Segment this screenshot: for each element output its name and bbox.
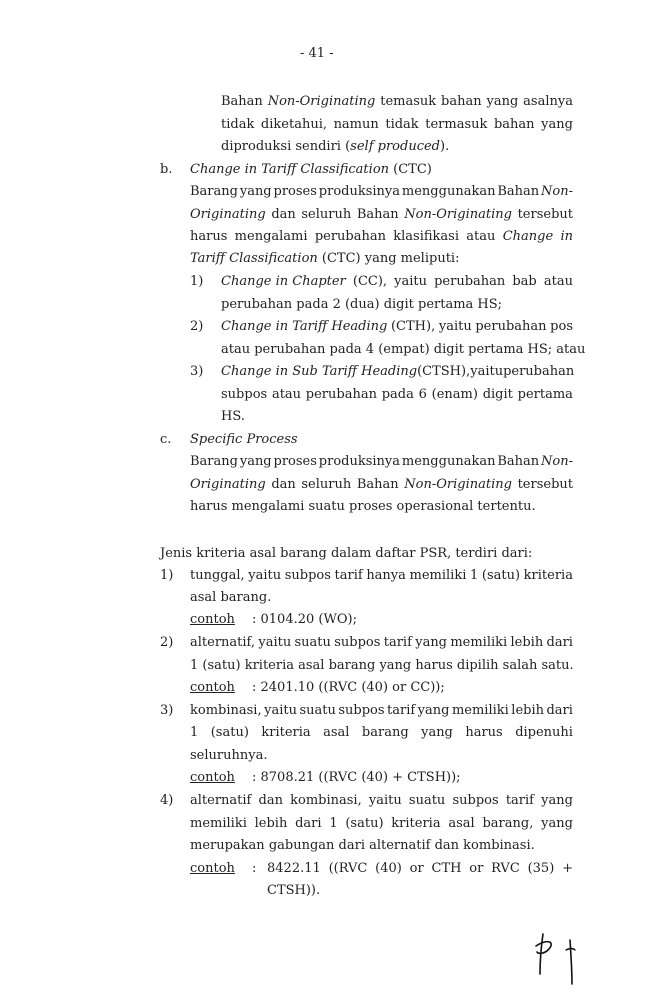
word: CTH xyxy=(431,861,462,876)
word: temasuk xyxy=(380,94,437,109)
list-number: 1) xyxy=(190,274,204,289)
word: subpos xyxy=(338,703,385,718)
word: tidak xyxy=(221,117,255,132)
word: diketahui, xyxy=(260,117,327,132)
word: yaitu xyxy=(470,364,504,379)
word: yaitu xyxy=(258,635,292,650)
word: mengalami xyxy=(234,229,308,244)
word: tarif xyxy=(387,703,416,718)
text: (CTC) yang meliputi: xyxy=(317,251,460,266)
word: memiliki xyxy=(190,816,247,831)
word: harus xyxy=(190,229,228,244)
list-number: 3) xyxy=(160,703,174,718)
section-c-paragraph-line-1 xyxy=(190,454,573,470)
word: perubahan xyxy=(314,229,386,244)
word: yang xyxy=(421,725,453,740)
word: seluruh xyxy=(301,207,352,222)
word: asalnya xyxy=(523,94,573,109)
initial-stroke-2 xyxy=(536,942,551,954)
word: memiliki xyxy=(451,703,509,718)
word: 6 xyxy=(418,387,427,402)
section-c-title xyxy=(190,432,298,448)
word: perubahan xyxy=(434,274,506,289)
word: termasuk xyxy=(425,117,488,132)
word: memiliki xyxy=(409,568,467,583)
word: produksinya xyxy=(318,184,401,199)
example-value: : 0104.20 (WO); xyxy=(252,612,357,627)
word: klasifikasi xyxy=(393,229,460,244)
word: alternatif xyxy=(190,793,252,808)
list-item-line xyxy=(190,725,573,741)
word: pertama xyxy=(517,387,573,402)
word: Bahan xyxy=(221,94,263,109)
example-label xyxy=(190,680,235,696)
word: lebih xyxy=(510,635,544,650)
word: 1 xyxy=(469,568,479,583)
word: seluruh xyxy=(301,477,352,492)
word: hanya xyxy=(366,568,406,583)
word: atau xyxy=(466,229,496,244)
word: dari xyxy=(546,703,573,718)
word: subpos xyxy=(221,387,268,402)
section-c-paragraph-line-3: harus mengalami suatu proses operasional tertentu. xyxy=(190,499,536,514)
section-b-title xyxy=(190,162,432,178)
underlined-label: contoh xyxy=(190,770,235,785)
underlined-label: contoh xyxy=(190,612,235,627)
example-value-continued: CTSH)). xyxy=(267,883,321,898)
word: tidak xyxy=(385,117,419,132)
word: (satu) xyxy=(481,568,521,583)
word: bahan xyxy=(493,117,535,132)
list-item-line xyxy=(190,816,573,832)
word: bahan xyxy=(441,94,482,109)
term-italic: Tariff Classification xyxy=(190,251,318,266)
word: subpos xyxy=(284,568,331,583)
word: (40) xyxy=(375,861,402,876)
word: namun xyxy=(333,117,379,132)
text: (CTC) xyxy=(389,162,432,177)
term-italic: Originating xyxy=(190,207,266,222)
word: bab xyxy=(512,274,537,289)
word: yaitu xyxy=(438,319,472,334)
word: suatu xyxy=(294,635,331,650)
word: 1 xyxy=(190,725,199,740)
word: yang xyxy=(239,454,272,469)
list-item-line xyxy=(221,387,573,403)
word: kriteria xyxy=(261,725,311,740)
word: tarif xyxy=(334,568,363,583)
word: yang xyxy=(239,184,272,199)
term-italic: Change xyxy=(502,229,554,244)
word: (CTSH), xyxy=(417,364,471,379)
text: ). xyxy=(440,139,450,154)
word: ((RVC xyxy=(328,861,368,876)
example-separator: : xyxy=(252,861,257,876)
list-item-line xyxy=(221,319,573,335)
word: atau xyxy=(271,387,302,402)
section-b-marker: b. xyxy=(160,162,173,177)
word: barang xyxy=(361,725,409,740)
word: perubahan xyxy=(503,364,575,379)
word: (CC), xyxy=(352,274,388,289)
word: harus xyxy=(465,725,503,740)
list-item-line xyxy=(190,568,573,584)
word: pada xyxy=(381,387,414,402)
word: proses xyxy=(273,454,317,469)
section-b-paragraph-line-1 xyxy=(190,184,573,200)
underlined-label: contoh xyxy=(190,680,235,695)
term-italic: Non- xyxy=(541,454,573,469)
word: yang xyxy=(541,793,573,808)
handwritten-initials xyxy=(528,928,588,988)
word: Bahan xyxy=(356,207,399,222)
word: yaitu xyxy=(368,793,402,808)
word: menggunakan xyxy=(401,454,496,469)
word: asal xyxy=(448,816,475,831)
word: tarif xyxy=(383,635,412,650)
word: asal xyxy=(323,725,350,740)
list-item-line xyxy=(221,274,573,290)
word: atau xyxy=(543,274,573,289)
word: (satu) xyxy=(345,816,384,831)
word: yaitu xyxy=(264,703,297,718)
section-b-paragraph-line-2 xyxy=(190,207,573,223)
word: yang xyxy=(541,117,573,132)
list-item-line xyxy=(190,635,573,651)
list-number: 2) xyxy=(190,319,204,334)
word: or xyxy=(469,861,484,876)
text: diproduksi sendiri ( xyxy=(221,139,351,154)
word: barang, xyxy=(482,816,534,831)
criteria-heading: Jenis kriteria asal barang dalam daftar PSR, terdiri dari: xyxy=(160,546,533,561)
word: yang xyxy=(415,635,448,650)
list-item-line: 1 (satu) kriteria asal barang yang harus dipilih salah satu. xyxy=(190,658,574,673)
word: tunggal, xyxy=(190,568,245,583)
title-italic: Specific Process xyxy=(190,432,298,447)
list-number: 1) xyxy=(160,568,174,583)
list-item-line xyxy=(190,703,573,719)
word: Bahan xyxy=(497,184,540,199)
word: yaitu xyxy=(394,274,427,289)
list-item-line: merupakan gabungan dari alternatif dan kombinasi. xyxy=(190,838,535,853)
word: tersebut xyxy=(517,477,573,492)
word: produksinya xyxy=(318,454,401,469)
section-b-paragraph-line-4 xyxy=(190,251,459,267)
word: kombinasi, xyxy=(290,793,362,808)
list-item-line: seluruhnya. xyxy=(190,748,268,763)
word: dan xyxy=(258,793,283,808)
word: lebih xyxy=(254,816,288,831)
term-italic: Non-Originating xyxy=(404,477,512,492)
word: proses xyxy=(273,184,317,199)
example-label xyxy=(190,612,235,628)
example-label xyxy=(190,770,235,786)
section-c-marker: c. xyxy=(160,432,172,447)
example-label xyxy=(190,861,235,877)
intro-line-3 xyxy=(221,139,449,155)
list-item-line: atau perubahan pada 4 (empat) digit pertama HS; atau xyxy=(221,342,586,357)
word: (satu) xyxy=(210,725,249,740)
example-value xyxy=(267,861,573,877)
section-b-paragraph-line-3 xyxy=(190,229,573,245)
word: yang xyxy=(417,703,450,718)
word: dari xyxy=(295,816,322,831)
list-number: 2) xyxy=(160,635,174,650)
word: RVC xyxy=(491,861,520,876)
intro-line-1 xyxy=(221,94,573,110)
word: kriteria xyxy=(523,568,573,583)
term-italic: Non- xyxy=(541,184,573,199)
word: 1 xyxy=(329,816,338,831)
underlined-label: contoh xyxy=(190,861,235,876)
word: yang xyxy=(541,816,573,831)
word: perubahan xyxy=(475,319,547,334)
word: (35) xyxy=(527,861,555,876)
section-c-paragraph-line-2 xyxy=(190,477,573,493)
list-item-line: asal barang. xyxy=(190,590,272,605)
word: or xyxy=(409,861,424,876)
word: (CTH), xyxy=(390,319,436,334)
word: dari xyxy=(546,635,573,650)
word: subpos xyxy=(334,635,381,650)
word: suatu xyxy=(299,703,336,718)
term-italic: Non-Originating xyxy=(267,94,376,109)
page-number: - 41 - xyxy=(300,46,334,61)
word: alternatif, xyxy=(190,635,256,650)
intro-line-2 xyxy=(221,117,573,133)
word: pos xyxy=(550,319,573,334)
word: kriteria xyxy=(391,816,441,831)
example-value: : 8708.21 ((RVC (40) + CTSH)); xyxy=(252,770,461,785)
word: memiliki xyxy=(450,635,508,650)
title-italic: Change in Tariff Classification xyxy=(190,162,390,177)
word: kombinasi, xyxy=(190,703,262,718)
word: + xyxy=(562,861,573,876)
term-italic: self produced xyxy=(350,139,440,154)
term-italic: Non-Originating xyxy=(404,207,512,222)
term-italic: in xyxy=(560,229,573,244)
word: Barang xyxy=(190,454,238,469)
word: 8422.11 xyxy=(267,861,321,876)
initial-stroke-3 xyxy=(570,940,572,984)
word: menggunakan xyxy=(401,184,496,199)
list-item-line xyxy=(221,364,573,380)
word: dipenuhi xyxy=(515,725,573,740)
list-item-line: perubahan pada 2 (dua) digit pertama HS; xyxy=(221,297,503,312)
word: dan xyxy=(271,477,296,492)
word: perubahan xyxy=(305,387,377,402)
word: tersebut xyxy=(517,207,573,222)
word: (enam) xyxy=(431,387,478,402)
word: Bahan xyxy=(497,454,540,469)
term-italic: Change in Tariff Heading xyxy=(221,319,388,334)
word: tarif xyxy=(505,793,534,808)
word: lebih xyxy=(511,703,544,718)
term-italic: Change in Chapter xyxy=(221,274,346,289)
term-italic: Originating xyxy=(190,477,266,492)
term-italic: Change in Sub Tariff Heading xyxy=(221,364,418,379)
word: yang xyxy=(486,94,519,109)
word: dan xyxy=(271,207,296,222)
word: subpos xyxy=(452,793,499,808)
example-value: : 2401.10 ((RVC (40) or CC)); xyxy=(252,680,445,695)
word: Barang xyxy=(190,184,238,199)
word: Bahan xyxy=(356,477,399,492)
list-item-line xyxy=(190,793,573,809)
word: suatu xyxy=(408,793,446,808)
list-item-line: HS. xyxy=(221,409,245,424)
word: digit xyxy=(482,387,513,402)
list-number: 4) xyxy=(160,793,174,808)
list-number: 3) xyxy=(190,364,204,379)
word: yaitu xyxy=(248,568,282,583)
